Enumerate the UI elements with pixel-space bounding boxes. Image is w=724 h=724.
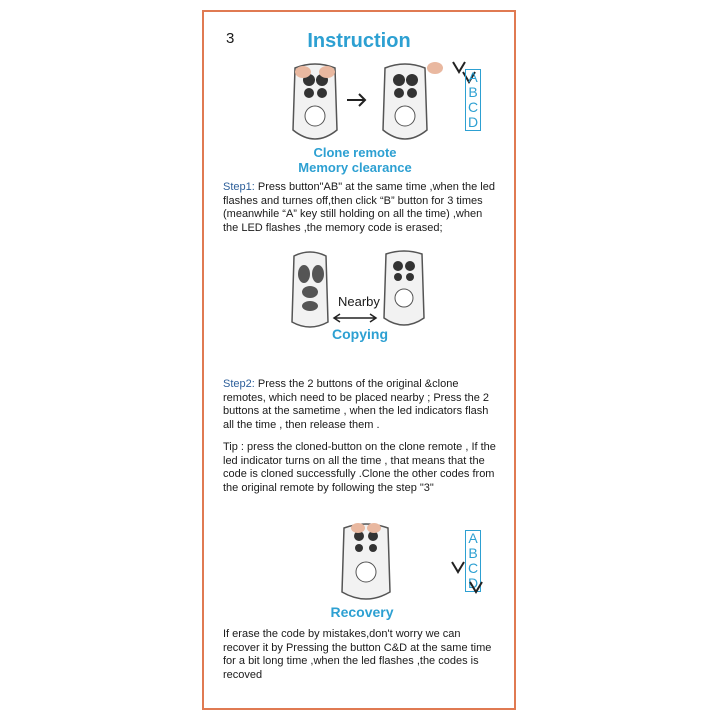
clone-remote-image	[384, 251, 424, 325]
figure3-caption: Recovery	[330, 604, 394, 620]
remote-left-image	[293, 64, 337, 139]
press-mark-icon	[448, 556, 494, 602]
copying-figure	[290, 248, 440, 332]
recovery-letters-column: A B C D	[465, 530, 481, 592]
original-remote-image	[292, 252, 328, 327]
step1-text: Step1: Press button"AB" at the same time ,when the led flashes and turnes off,then click “B” button for 3 times (meanwhile “A” key still holding on all the time) ,when the LED flashes ,the memory code is erased;	[223, 181, 495, 234]
recovery-figure	[338, 520, 394, 604]
remote-right-image	[383, 62, 443, 139]
step2-text: Step2: Press the 2 buttons of the original &clone remotes, which need to be placed nearby ; Press the 2 buttons at the sametime , when the led indicators flash all the time , then release them .	[223, 378, 489, 431]
recovery-text: If erase the code by mistakes,don't worry we can recover it by Pressing the button C&D at the same time for a bit long time ,when the led flashes ,the codes is recoved	[223, 628, 492, 681]
recovery-remote-image	[342, 523, 390, 599]
nearby-label: Nearby	[338, 294, 380, 309]
figure1-caption: Clone remote Memory clearance	[298, 145, 412, 175]
page-title: Instruction	[307, 30, 411, 52]
tip-text: Tip : press the cloned-button on the clone remote , If the led indicator turns on all the time , that means that the code is cloned successfully .Clone the other codes from the original remote by following the step "3"	[223, 441, 496, 494]
page-number: 3	[226, 30, 235, 47]
arrow-icon	[347, 94, 365, 106]
button-letters-column: A B C D	[465, 69, 481, 131]
figure2-caption: Copying	[332, 326, 388, 342]
double-arrow-icon	[334, 314, 376, 322]
clone-remote-figure	[285, 58, 485, 150]
